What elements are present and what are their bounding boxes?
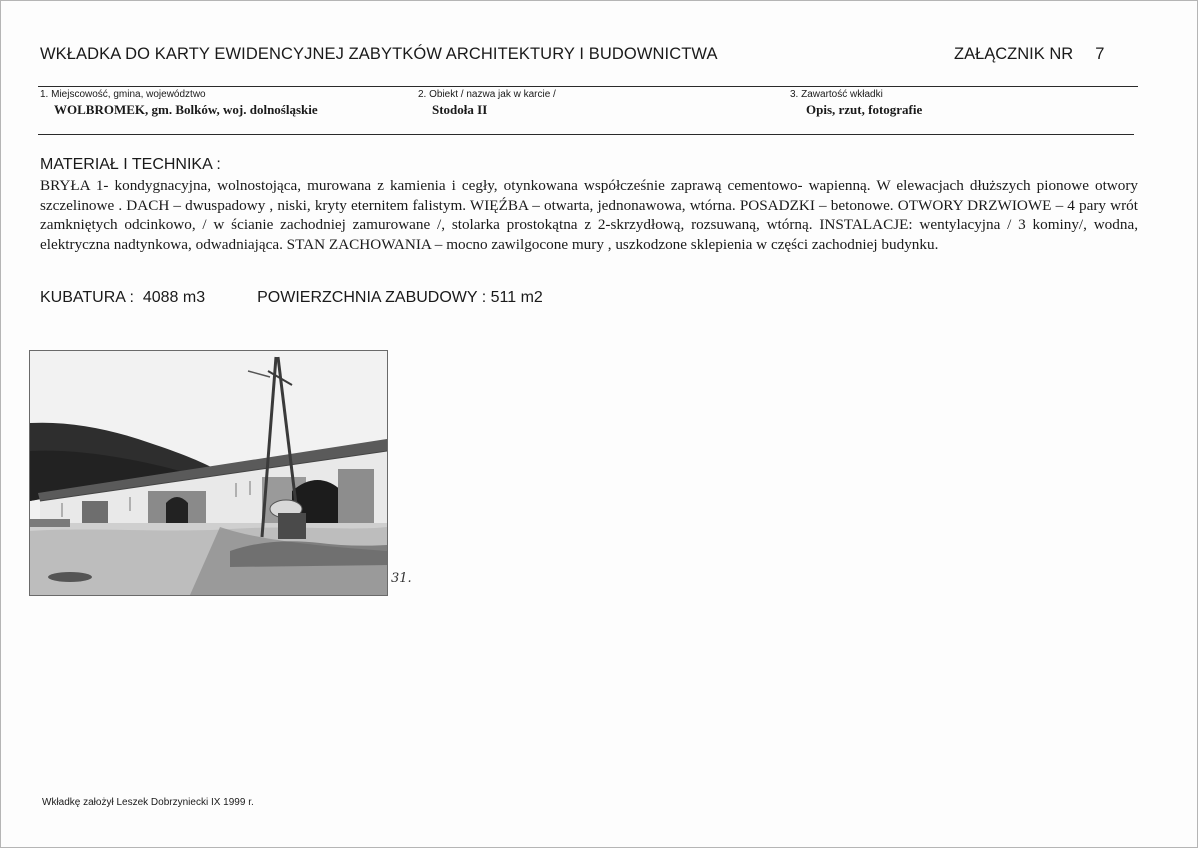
annex-label-group [954,45,1104,64]
material-heading: MATERIAŁ I TECHNIKA : [40,156,221,173]
field-contents-value: Opis, rzut, fotografie [806,102,923,117]
author-note: Wkładkę założył Leszek Dobrzyniecki IX 1999 r. [42,797,254,808]
annex-label: ZAŁĄCZNIK NR [954,45,1074,63]
metrics-line [40,289,543,307]
powierzchnia-label: POWIERZCHNIA ZABUDOWY : [257,289,487,306]
photo-number: 31. [391,571,412,586]
barn-photograph [29,350,388,596]
kubatura-value: 4088 m3 [142,289,206,306]
material-description: BRYŁA 1- kondygnacyjna, wolnostojąca, murowana z kamienia i cegły, otynkowana współcześnie zaprawą cementowo- wapienną. W elewacjach dłuższych pionowe otwory szczelinowe . DACH – dwuspadowy , niski, kryty eternitem falistym. WIĘŹBA – otwarta, jednonawowa, wtórna. POSADZKI – betonowe. OTWORY DRZWIOWE – 4 pary wrót zamkniętych odcinkowo, / w ścianie zachodniej zamurowane /, stolarka prostokątna z 2-skrzydłową, rozsuwaną, wtórną. INSTALACJE: wentylacyjna / 3 kominy/, wodna, elektryczna nadtynkowa, odwadniająca. STAN ZACHOWANIA – mocno zawilgocone mury , uszkodzone sklepienia w części zachodniej budynku. [40,177,1138,253]
kubatura-label: KUBATURA : [40,289,134,306]
annex-number: 7 [1095,45,1105,63]
field-contents-label: 3. Zawartość wkładki [790,89,883,100]
header-divider [38,86,1138,87]
field-location-label: 1. Miejscowość, gmina, województwo [40,89,206,100]
field-object-value: Stodoła II [432,102,488,117]
powierzchnia-value: 511 m2 [490,289,543,306]
barn-photo-illustration [30,351,387,595]
fields-divider [38,134,1134,135]
field-location-value: WOLBROMEK, gm. Bolków, woj. dolnośląskie [54,102,318,117]
document-title: WKŁADKA DO KARTY EWIDENCYJNEJ ZABYTKÓW ARCHITEKTURY I BUDOWNICTWA [40,45,718,63]
field-object-label: 2. Obiekt / nazwa jak w karcie / [418,89,556,100]
